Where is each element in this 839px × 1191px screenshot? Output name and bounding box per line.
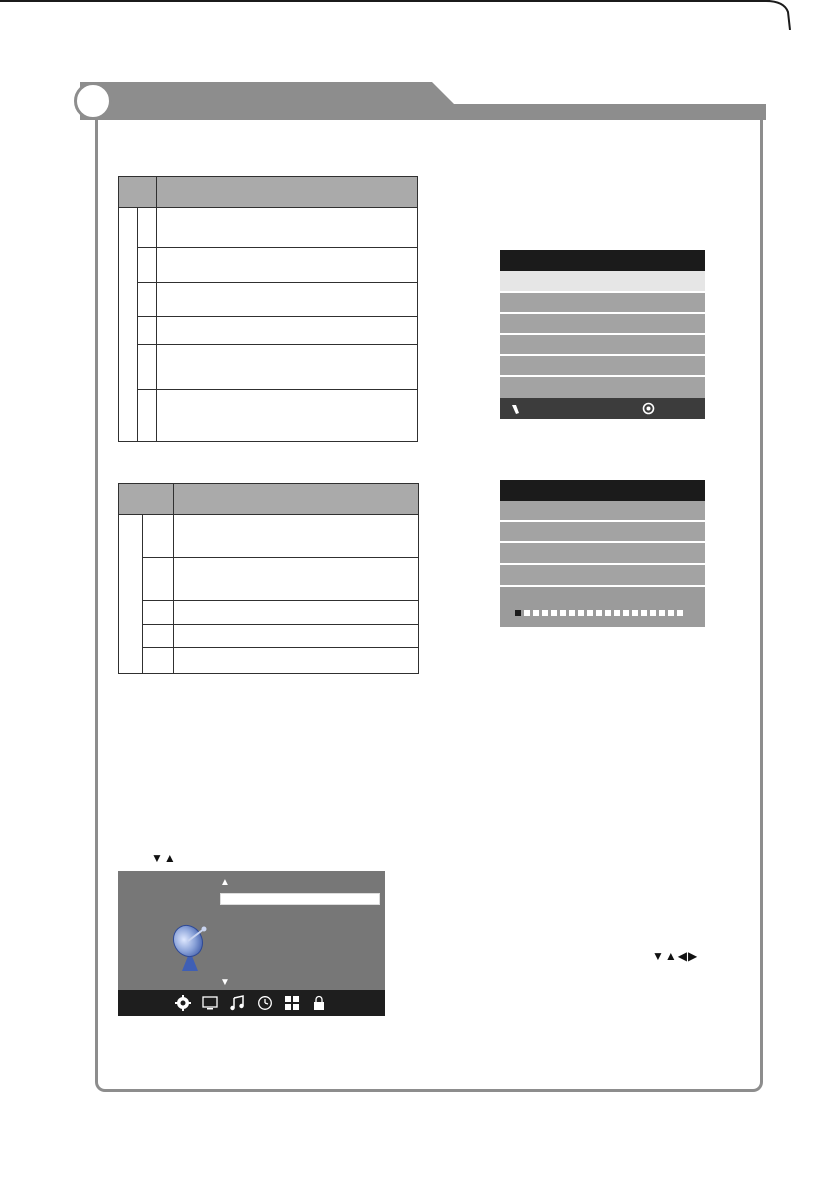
section-number-circle	[74, 82, 112, 120]
table-2-header	[119, 484, 418, 515]
osd-panel-2	[500, 480, 705, 627]
osd-panel-2-row[interactable]	[500, 543, 705, 565]
osd-panel-1-row[interactable]	[500, 356, 705, 377]
monitor-icon[interactable]	[202, 995, 218, 1011]
progress-dot	[677, 610, 683, 616]
grid-icon[interactable]	[284, 995, 300, 1011]
nav-arrows-large: ▼▲◀▶	[652, 949, 699, 963]
osd-panel-2-row[interactable]	[500, 565, 705, 587]
music-note-icon[interactable]	[229, 995, 245, 1011]
top-curve	[766, 0, 796, 30]
progress-dot	[623, 610, 629, 616]
table-1-col-divider-2	[156, 208, 157, 442]
table-row	[137, 316, 418, 317]
table-1	[118, 176, 418, 442]
progress-dot	[551, 610, 557, 616]
progress-dot	[560, 610, 566, 616]
table-row	[137, 282, 418, 283]
top-rule	[0, 0, 770, 2]
table-row	[142, 624, 419, 625]
clock-icon[interactable]	[257, 995, 273, 1011]
osd-panel-1-row[interactable]	[500, 314, 705, 335]
progress-dot	[614, 610, 620, 616]
table-1-col-divider-1	[137, 208, 138, 442]
osd-panel-1-title-bar	[500, 250, 705, 271]
progress-dot	[569, 610, 575, 616]
progress-dot	[533, 610, 539, 616]
ok-target-icon	[642, 402, 655, 415]
progress-dot	[659, 610, 665, 616]
table-2-header-divider	[173, 484, 174, 515]
table-row	[142, 557, 419, 558]
nav-arrows-small: ▼▲	[151, 851, 177, 865]
table-2	[118, 483, 419, 674]
menu-highlight-bar[interactable]	[220, 893, 380, 905]
progress-dot	[650, 610, 656, 616]
progress-dot	[578, 610, 584, 616]
table-row	[142, 600, 419, 601]
progress-dot	[632, 610, 638, 616]
gear-icon[interactable]	[175, 995, 191, 1011]
progress-dot	[668, 610, 674, 616]
remote-icon	[510, 403, 522, 415]
progress-dot	[641, 610, 647, 616]
progress-dot	[515, 610, 521, 616]
table-1-header	[119, 177, 417, 208]
progress-dot	[524, 610, 530, 616]
progress-dot	[587, 610, 593, 616]
table-row	[137, 344, 418, 345]
table-row	[137, 389, 418, 390]
osd-panel-1-row-selected[interactable]	[500, 271, 705, 293]
progress-dot	[596, 610, 602, 616]
progress-dot	[605, 610, 611, 616]
setup-menu-screen	[118, 871, 385, 1016]
progress-dots	[515, 610, 695, 618]
osd-panel-2-title-bar	[500, 480, 705, 501]
satellite-dish-icon	[168, 921, 216, 973]
menu-down-arrow[interactable]: ▼	[220, 977, 230, 988]
table-row	[142, 647, 419, 648]
table-2-col-divider-2	[173, 515, 174, 674]
osd-panel-2-row[interactable]	[500, 501, 705, 522]
table-row	[137, 247, 418, 248]
progress-dot	[542, 610, 548, 616]
osd-panel-2-row[interactable]	[500, 522, 705, 543]
osd-panel-1-row[interactable]	[500, 377, 705, 398]
osd-panel-1-footer	[500, 398, 705, 419]
lock-icon[interactable]	[311, 995, 327, 1011]
table-2-col-divider-1	[142, 515, 143, 674]
table-1-header-divider	[156, 177, 157, 208]
osd-panel-1-row[interactable]	[500, 293, 705, 314]
osd-panel-1	[500, 250, 705, 419]
menu-tab-bar	[118, 990, 385, 1016]
osd-panel-1-row[interactable]	[500, 335, 705, 356]
menu-up-arrow[interactable]: ▲	[220, 877, 230, 888]
